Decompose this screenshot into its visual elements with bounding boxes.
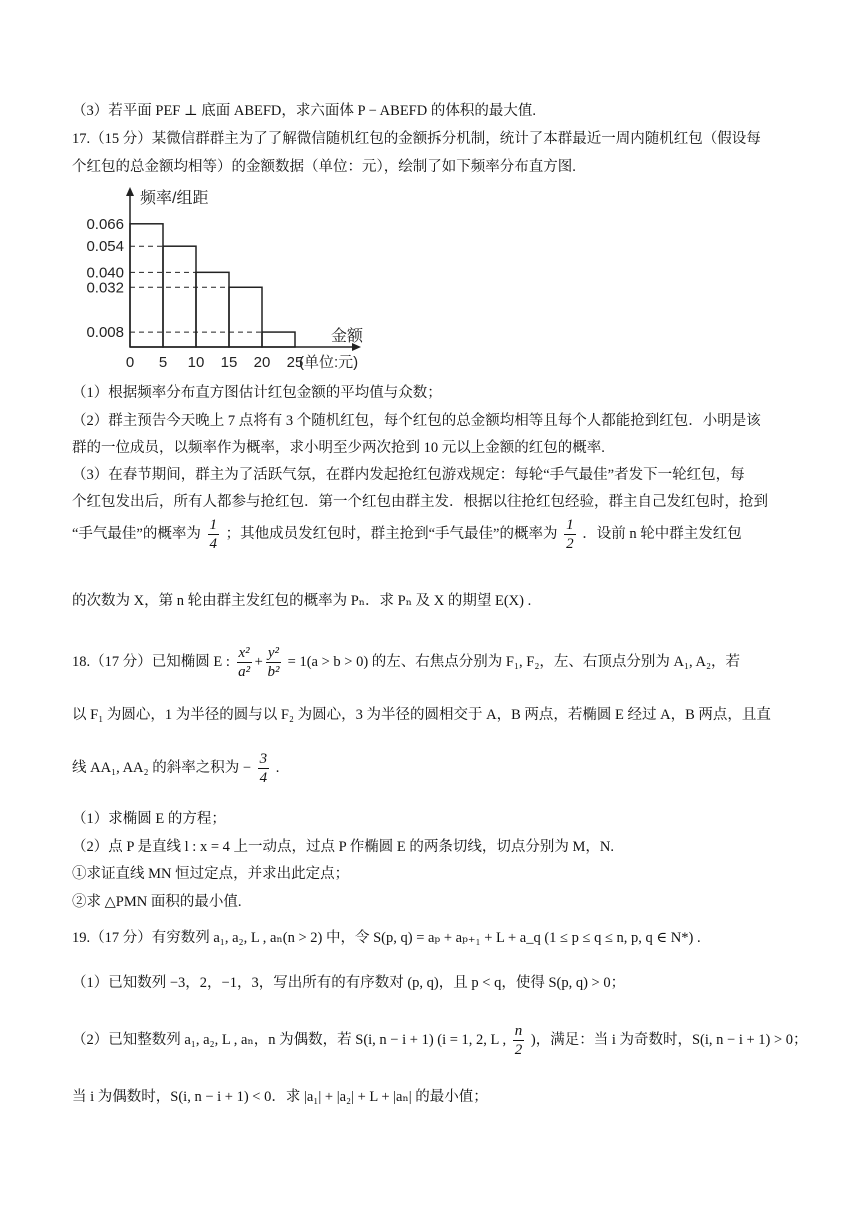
denominator: a² [238, 664, 251, 681]
chart-bars [130, 224, 295, 347]
q17-stem-1: 17.（15 分）某微信群群主为了了解微信随机红包的金额拆分机制，统计了本群最近一周内随机红包（假设每 [72, 131, 761, 147]
histogram-bar [196, 272, 229, 347]
x-tick-label: 5 [158, 354, 168, 371]
q19-part1: （1）已知数列 −3，2，−1，3，写出所有的有序数对 (p, q)，且 p < q，使得 S(p, q) > 0； [72, 975, 626, 991]
y-tick-label: 0.040 [86, 264, 124, 282]
fraction-one-half [564, 516, 576, 553]
y-tick-label: 0.054 [86, 238, 124, 256]
q17-part1: （1）根据频率分布直方图估计红包金额的平均值与众数； [72, 385, 442, 401]
y-tick-label: 0.066 [86, 215, 124, 233]
x-tick-label: 0 [125, 354, 135, 371]
q19-part2-a [72, 1020, 808, 1060]
q17-part2-a: （2）群主预告今天晚上 7 点将有 3 个随机红包，每个红包的总金额均相等且每个人都能抢到红包．小明是该 [72, 413, 761, 429]
text-segment: = 1(a > b > 0) 的左、右焦点分别为 F₁, F₂，左、右顶点分别为 A₁, A₂，若 [287, 654, 741, 670]
fraction-x2-a2 [237, 644, 252, 681]
x-axis-unit: (单位:元) [299, 354, 359, 371]
denominator: 4 [259, 770, 268, 787]
x-tick-label: 25 [286, 354, 304, 371]
y-axis-title: 频率/组距 [140, 190, 209, 207]
text-segment: )，满足：当 i 为奇数时，S(i, n − i + 1) > 0； [530, 1032, 808, 1048]
q17-part3-d: 的次数为 X，第 n 轮由群主发红包的概率为 Pₙ．求 Pₙ 及 X 的期望 E(X) . [72, 593, 532, 609]
numerator: n [514, 1023, 523, 1040]
text-segment: 线 AA₁, AA₂ 的斜率之积为 − [72, 760, 251, 776]
fraction-y2-b2 [266, 644, 281, 681]
x-axis-title: 金额 [331, 328, 364, 345]
y-tick-label: 0.032 [86, 279, 124, 297]
text-segment: “手气最佳”的概率为 [72, 526, 201, 542]
fraction-three-quarters [258, 750, 270, 787]
q18-stem-2: 以 F₁ 为圆心，1 为半径的圆与以 F₂ 为圆心，3 为半径的圆相交于 A，B 两点，若椭圆 E 经过 A，B 两点，且直 [72, 707, 771, 723]
denominator: 2 [514, 1042, 523, 1059]
q18-stem-3 [72, 748, 792, 788]
text-segment: . [275, 760, 280, 776]
q17-stem-2: 个红包的总金额均相等）的金额数据（单位：元），绘制了如下频率分布直方图. [72, 159, 576, 175]
q18-part2: （2）点 P 是直线 l : x = 4 上一动点，过点 P 作椭圆 E 的两条切线，切点分别为 M，N. [72, 839, 615, 855]
numerator: 3 [259, 751, 268, 768]
x-tick-label: 20 [253, 354, 271, 371]
denominator: 2 [566, 536, 574, 553]
q18-stem-1: 18.（17 分）已知椭圆 E : $\frac{\text{x²}}{\text{a²}}$ + $\frac{\text{y²}}{\text{b²}}$ = 1(a > b > 0) 的左、右焦点分别为 F₁, F₂，左、右顶点分别为 A₁, A₂，若 [72, 645, 741, 681]
text-segment: （2）已知整数列 a₁, a₂, L , aₙ，n 为偶数，若 S(i, n − i + 1) (i = 1, 2, L , [72, 1032, 507, 1048]
q17-part3-c [72, 514, 792, 554]
chart-axes [126, 187, 361, 351]
q18-part2-i: ①求证直线 MN 恒过定点，并求出此定点； [72, 866, 350, 882]
q18-part2-ii: ②求 △PMN 面积的最小值. [72, 894, 242, 910]
q19-stem: 19.（17 分）有穷数列 a₁, a₂, L , aₙ(n > 2) 中，令 S(p, q) = aₚ + aₚ₊₁ + L + a_q (1 ≤ p ≤ q ≤ n, p, q ∈ N*) . [72, 930, 701, 946]
numerator: x² [238, 645, 250, 662]
q17-part3-a: （3）在春节期间，群主为了活跃气氛，在群内发起抢红包游戏规定：每轮“手气最佳”者发下一轮红包，每 [72, 467, 745, 483]
numerator: y² [267, 645, 280, 662]
denominator: b² [267, 664, 280, 681]
q18-part1: （1）求椭圆 E 的方程； [72, 811, 226, 827]
y-tick-label: 0.008 [86, 324, 124, 342]
numerator: 1 [209, 517, 217, 534]
q17-part2-b: 群的一位成员，以频率作为概率，求小明至少两次抢到 10 元以上金额的红包的概率. [72, 440, 605, 456]
x-tick-label: 10 [187, 354, 205, 371]
histogram-bar [262, 332, 295, 347]
numerator: 1 [566, 517, 574, 534]
text-segment: ．设前 n 轮中群主发红包 [582, 526, 742, 542]
histogram-bar [130, 224, 163, 347]
x-tick-label: 15 [220, 354, 238, 371]
text-segment: ；其他成员发红包时，群主抢到“手气最佳”的概率为 [225, 526, 558, 542]
frequency-histogram [72, 183, 372, 375]
histogram-bar [229, 287, 262, 347]
q17-part3-b: 个红包发出后，所有人都参与抢红包．第一个红包由群主发．根据以往抢红包经验，群主自己发红包时，抢到 [72, 494, 768, 510]
chart-labels [86, 189, 364, 371]
denominator: 4 [209, 536, 217, 553]
q19-part2-b: 当 i 为偶数时，S(i, n − i + 1) < 0．求 |a₁| + |a₂| + L + |aₙ| 的最小值； [72, 1089, 488, 1105]
fraction-n-over-2 [513, 1022, 525, 1059]
q16-part3: （3）若平面 PEF ⊥ 底面 ABEFD，求六面体 P − ABEFD 的体积的最大值. [72, 103, 536, 119]
y-axis-arrow [126, 187, 134, 196]
text-segment: 18.（17 分）已知椭圆 E : [72, 654, 230, 670]
fraction-one-quarter [208, 516, 220, 553]
